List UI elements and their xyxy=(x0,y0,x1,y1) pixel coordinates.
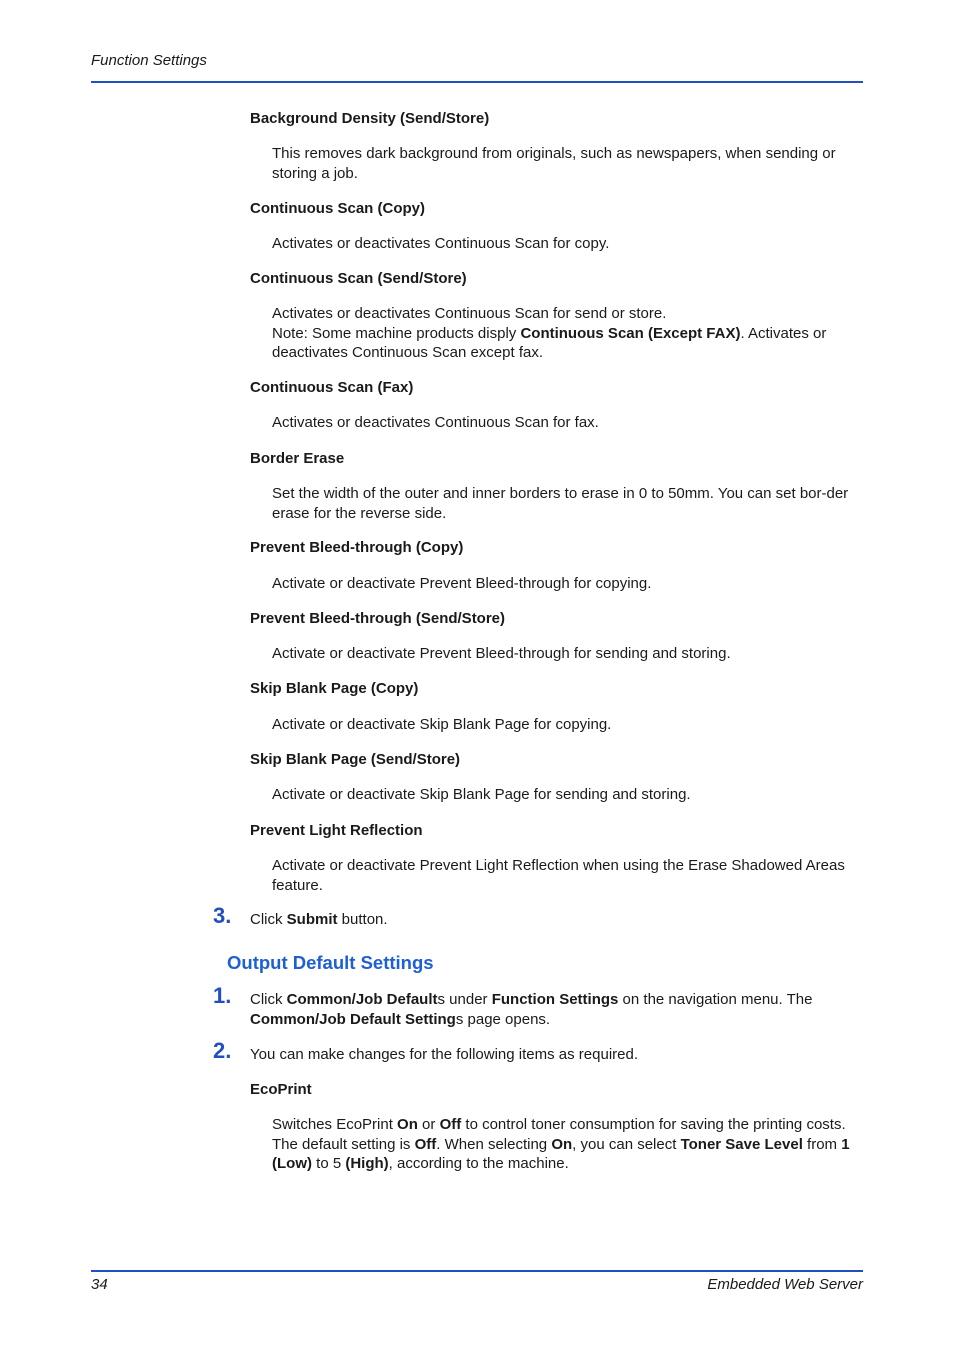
item-title-skip-blank-copy: Skip Blank Page (Copy) xyxy=(250,680,419,697)
step-text-3: Click Submit button. xyxy=(250,911,388,928)
item-title-ecoprint: EcoPrint xyxy=(250,1081,312,1098)
item-desc-background-density: This removes dark background from originals, such as newspapers, when sending or storing a job. xyxy=(272,145,836,182)
item-desc-prevent-bleed-send-store: Activate or deactivate Prevent Bleed-through for sending and storing. xyxy=(272,645,731,662)
running-header-title: Function Settings xyxy=(91,52,207,69)
item-desc-continuous-scan-send-store xyxy=(272,304,867,363)
item-title-prevent-bleed-send-store: Prevent Bleed-through (Send/Store) xyxy=(250,610,506,627)
item-desc-note: Note: Some machine products disply Continuous Scan (Except FAX). Activates or deactivates Continuous Scan except fax. xyxy=(272,324,827,361)
item-desc-continuous-scan-copy: Activates or deactivates Continuous Scan for copy. xyxy=(272,235,610,252)
footer-rule xyxy=(91,1270,863,1272)
header-rule xyxy=(91,81,863,83)
step-number-2: 2. xyxy=(213,1038,232,1063)
step-text-2: You can make changes for the following items as required. xyxy=(250,1046,639,1063)
step-number-1: 1. xyxy=(213,983,232,1008)
section-title-output-default-settings: Output Default Settings xyxy=(227,952,434,973)
footer-doc-title: Embedded Web Server xyxy=(707,1276,863,1293)
page-number: 34 xyxy=(91,1276,108,1293)
step-number-3: 3. xyxy=(213,903,232,928)
item-desc-line: Activates or deactivates Continuous Scan for send or store. xyxy=(272,305,667,322)
item-desc-ecoprint: Switches EcoPrint On or Off to control toner consumption for saving the printing costs. The default setting is Off. When selecting On, you can select Toner Save Level from 1 (Low) to 5 (High), according to the machine. xyxy=(272,1116,850,1172)
item-title-skip-blank-send-store: Skip Blank Page (Send/Store) xyxy=(250,751,461,768)
item-desc-prevent-bleed-copy: Activate or deactivate Prevent Bleed-through for copying. xyxy=(272,575,652,592)
item-desc-skip-blank-copy: Activate or deactivate Skip Blank Page for copying. xyxy=(272,716,612,733)
step-text-1: Click Common/Job Defaults under Function Settings on the navigation menu. The Common/Job Default Settings page opens. xyxy=(250,991,813,1028)
item-desc-border-erase: Set the width of the outer and inner borders to erase in 0 to 50mm. You can set bor-der erase for the reverse side. xyxy=(272,485,849,522)
item-desc-skip-blank-send-store: Activate or deactivate Skip Blank Page for sending and storing. xyxy=(272,786,691,803)
item-title-continuous-scan-send-store: Continuous Scan (Send/Store) xyxy=(250,270,467,287)
item-title-prevent-bleed-copy: Prevent Bleed-through (Copy) xyxy=(250,539,464,556)
item-desc-continuous-scan-fax: Activates or deactivates Continuous Scan for fax. xyxy=(272,414,599,431)
item-title-prevent-light-reflection: Prevent Light Reflection xyxy=(250,822,423,839)
item-title-border-erase: Border Erase xyxy=(250,450,345,467)
item-title-continuous-scan-fax: Continuous Scan (Fax) xyxy=(250,379,414,396)
item-title-continuous-scan-copy: Continuous Scan (Copy) xyxy=(250,200,425,217)
item-desc-prevent-light-reflection: Activate or deactivate Prevent Light Reflection when using the Erase Shadowed Areas feature. xyxy=(272,857,845,894)
item-title-background-density: Background Density (Send/Store) xyxy=(250,110,490,127)
